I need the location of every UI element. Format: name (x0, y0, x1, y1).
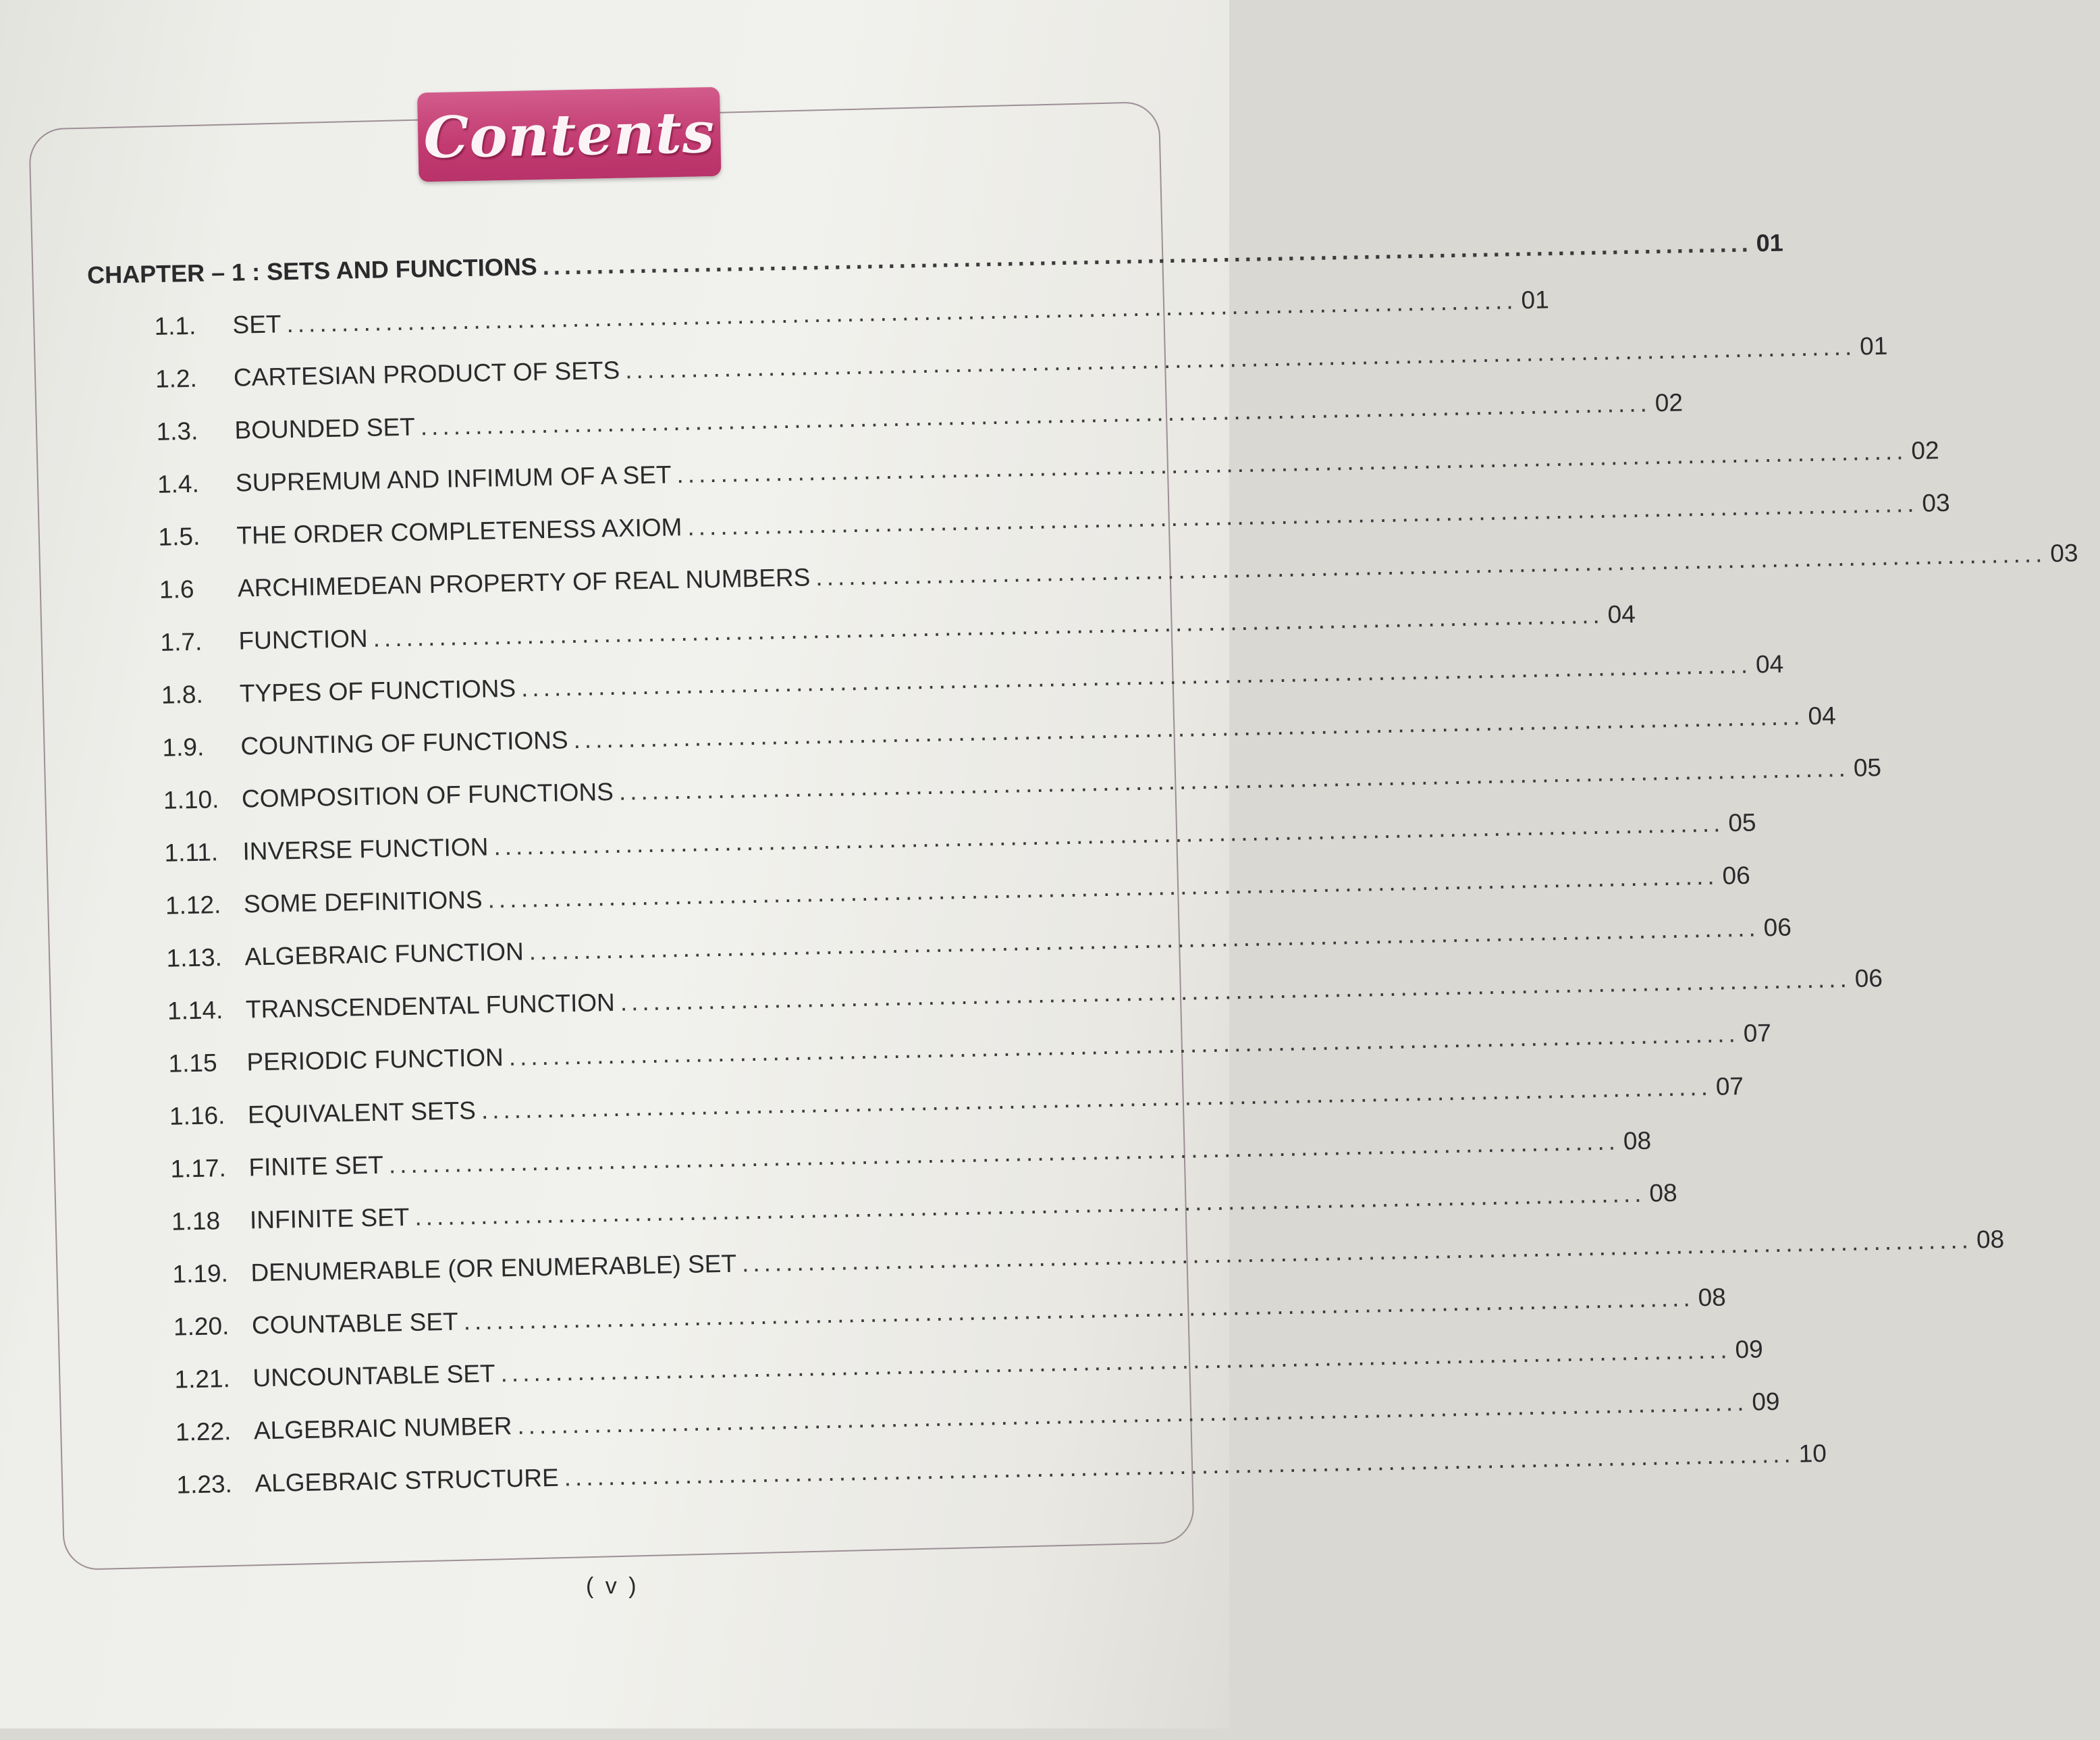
leader-dots: ................................................................................................................ (542, 229, 1752, 280)
entry-number: 1.20. (173, 1312, 230, 1341)
toc-entry (174, 1335, 1764, 1400)
entry-page-number: 05 (1727, 808, 1756, 837)
leader-dots: ................................................................................................................ (500, 1336, 1731, 1388)
entry-title: SOME DEFINITIONS (243, 885, 483, 918)
entry-number: 1.4. (157, 469, 200, 498)
entry-title: COUNTING OF FUNCTIONS (240, 726, 568, 760)
toc-entry (157, 436, 1939, 504)
entry-number: 1.19. (172, 1259, 229, 1288)
toc-entry (171, 1178, 1677, 1242)
entry-page-number: 06 (1854, 964, 1883, 993)
leader-dots: ................................................................................................................ (815, 539, 2047, 591)
entry-title: ALGEBRAIC STRUCTURE (254, 1463, 560, 1498)
entry-title: TRANSCENDENTAL FUNCTION (245, 988, 616, 1024)
entry-title: INFINITE SET (249, 1203, 410, 1234)
leader-dots: ................................................................................................................ (529, 914, 1760, 966)
entry-page-number: 09 (1751, 1388, 1780, 1416)
entry-number: 1.1. (154, 311, 196, 340)
leader-dots: ................................................................................................................ (620, 964, 1852, 1016)
entry-title: PERIODIC FUNCTION (246, 1043, 504, 1076)
leader-dots: ................................................................................................................ (481, 1072, 1713, 1124)
entry-title: FINITE SET (248, 1151, 384, 1182)
toc-entry (155, 332, 1888, 399)
entry-title: FUNCTION (238, 624, 369, 655)
leader-dots: ................................................................................................................ (487, 862, 1719, 914)
leader-dots: ................................................................................................................ (564, 1440, 1796, 1492)
leader-dots: ................................................................................................................ (686, 489, 1918, 541)
entry-number: 1.22. (175, 1417, 232, 1446)
entry-page-number: 07 (1715, 1072, 1744, 1101)
entry-number: 1.18 (171, 1207, 221, 1236)
toc-entry (176, 1439, 1827, 1505)
entry-page-number: 03 (2049, 539, 2078, 568)
toc-entry (162, 702, 1837, 768)
toc-entry (173, 1283, 1727, 1347)
leader-dots: ................................................................................................................ (676, 437, 1908, 489)
toc-entry (167, 964, 1883, 1031)
entry-number: 1.23. (176, 1470, 233, 1499)
entry-page-number: 04 (1808, 702, 1837, 731)
entry-page-number: 04 (1755, 650, 1784, 679)
toc-entry (156, 388, 1684, 452)
toc-entry (165, 861, 1751, 926)
entry-title: CARTESIAN PRODUCT OF SETS (233, 356, 620, 392)
entry-page-number: 06 (1722, 861, 1751, 890)
entry-title: UNCOUNTABLE SET (252, 1359, 495, 1392)
toc-entry (160, 600, 1636, 662)
entry-number: 1.13. (166, 943, 223, 972)
entry-title: ALGEBRAIC FUNCTION (244, 937, 524, 971)
entry-number: 1.7. (160, 627, 203, 656)
contents-title-badge (417, 87, 721, 182)
leader-dots: ................................................................................................................ (388, 1127, 1620, 1179)
leader-dots: ................................................................................................................ (618, 754, 1850, 806)
chapter-title: CHAPTER – 1 : SETS AND FUNCTIONS (86, 253, 538, 289)
entry-title: DENUMERABLE (OR ENUMERABLE) SET (250, 1249, 737, 1287)
entry-page-number: 07 (1743, 1019, 1772, 1047)
entry-page-number: 02 (1911, 436, 1939, 465)
entry-number: 1.21. (174, 1365, 231, 1394)
entry-number: 1.6 (159, 575, 194, 604)
entry-title: COMPOSITION OF FUNCTIONS (241, 778, 614, 813)
page-folio: ( v ) (586, 1573, 639, 1599)
toc-entry (158, 488, 1950, 557)
chapter-heading (86, 228, 1784, 295)
entry-number: 1.8. (161, 680, 204, 709)
leader-dots: ................................................................................................................ (373, 600, 1605, 652)
toc-entry (172, 1225, 2005, 1294)
entry-page-number: 04 (1607, 600, 1636, 629)
entry-number: 1.15 (168, 1049, 217, 1078)
leader-dots: ................................................................................................................ (508, 1020, 1740, 1072)
leader-dots: ................................................................................................................ (420, 389, 1652, 441)
chapter-page-number: 01 (1756, 228, 1784, 257)
entry-title: COUNTABLE SET (251, 1307, 459, 1340)
entry-number: 1.3. (156, 417, 198, 446)
entry-title: SET (232, 310, 281, 339)
entry-page-number: 06 (1763, 913, 1792, 942)
entry-number: 1.11. (164, 838, 219, 867)
leader-dots: ................................................................................................................ (573, 702, 1804, 754)
leader-dots: ................................................................................................................ (414, 1179, 1646, 1231)
entry-page-number: 05 (1853, 753, 1882, 782)
entry-number: 1.5. (158, 522, 200, 551)
leader-dots: ................................................................................................................ (286, 286, 1517, 338)
leader-dots: ................................................................................................................ (463, 1284, 1695, 1336)
entry-page-number: 01 (1521, 286, 1550, 315)
entry-page-number: 09 (1735, 1335, 1764, 1364)
entry-page-number: 10 (1798, 1439, 1827, 1468)
entry-number: 1.16. (169, 1101, 225, 1130)
entry-page-number: 08 (1648, 1178, 1677, 1207)
entry-page-number: 01 (1859, 332, 1888, 361)
entry-number: 1.14. (167, 996, 223, 1025)
page-title: Contents (423, 98, 716, 171)
leader-dots: ................................................................................................................ (520, 650, 1752, 702)
toc-entry (175, 1388, 1780, 1452)
entry-page-number: 08 (1698, 1283, 1727, 1312)
entry-page-number: 08 (1623, 1126, 1652, 1155)
toc-entry (166, 913, 1792, 978)
entry-title: ALGEBRAIC NUMBER (253, 1412, 512, 1445)
toc-entry (154, 286, 1550, 346)
toc-entry (161, 650, 1784, 715)
entry-title: EQUIVALENT SETS (247, 1097, 477, 1129)
entry-title: ARCHIMEDEAN PROPERTY OF REAL NUMBERS (237, 563, 811, 602)
entry-number: 1.2. (155, 364, 198, 393)
leader-dots: ................................................................................................................ (741, 1225, 1973, 1277)
entry-number: 1.12. (165, 891, 221, 920)
entry-number: 1.10. (163, 785, 219, 814)
entry-title: INVERSE FUNCTION (242, 833, 489, 866)
entry-title: THE ORDER COMPLETENESS AXIOM (236, 512, 682, 550)
toc-entry (164, 808, 1756, 873)
entry-title: BOUNDED SET (234, 413, 416, 444)
toc-entry (168, 1019, 1772, 1084)
leader-dots: ................................................................................................................ (493, 809, 1725, 861)
toc-entry (169, 1072, 1744, 1136)
toc-entry (170, 1126, 1652, 1189)
entry-page-number: 08 (1976, 1225, 2005, 1254)
entry-title: SUPREMUM AND INFIMUM OF A SET (235, 460, 672, 497)
entry-title: TYPES OF FUNCTIONS (239, 674, 516, 708)
leader-dots: ................................................................................................................ (624, 332, 1856, 384)
toc-entry (159, 539, 2078, 610)
entry-page-number: 03 (1921, 488, 1950, 517)
entry-number: 1.9. (162, 733, 205, 762)
toc-entry (163, 753, 1882, 820)
leader-dots: ................................................................................................................ (516, 1388, 1748, 1440)
entry-page-number: 02 (1654, 388, 1684, 417)
entry-number: 1.17. (170, 1154, 227, 1183)
